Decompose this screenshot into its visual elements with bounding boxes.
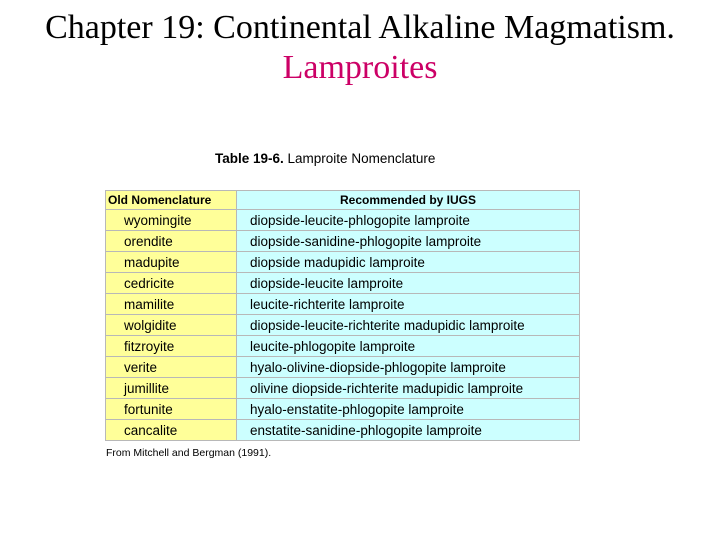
slide-title — [0, 8, 720, 88]
table-row — [106, 231, 580, 252]
iugs-name-cell: diopside madupidic lamproite — [237, 252, 580, 273]
iugs-name-cell: diopside-leucite lamproite — [237, 273, 580, 294]
table-row — [106, 315, 580, 336]
old-name-cell: cedricite — [106, 273, 237, 294]
table-caption-text: Lamproite Nomenclature — [283, 151, 436, 166]
iugs-name-cell: diopside-leucite-richterite madupidic lamproite — [237, 315, 580, 336]
iugs-name-cell: diopside-sanidine-phlogopite lamproite — [237, 231, 580, 252]
table-row — [106, 378, 580, 399]
old-name-cell: orendite — [106, 231, 237, 252]
table-row — [106, 336, 580, 357]
old-name-cell: cancalite — [106, 420, 237, 441]
table-row — [106, 210, 580, 231]
iugs-name-cell: hyalo-olivine-diopside-phlogopite lamproite — [237, 357, 580, 378]
old-name-cell: madupite — [106, 252, 237, 273]
old-name-cell: verite — [106, 357, 237, 378]
old-name-cell: mamilite — [106, 294, 237, 315]
slide-title-subtitle: Lamproites — [282, 49, 438, 86]
source-citation: From Mitchell and Bergman (1991). — [106, 447, 272, 459]
table-header-row — [106, 191, 580, 210]
old-name-cell: fitzroyite — [106, 336, 237, 357]
old-name-cell: wolgidite — [106, 315, 237, 336]
slide-title-chapter: Chapter 19: Continental Alkaline Magmatism. — [45, 9, 675, 46]
iugs-name-cell: leucite-phlogopite lamproite — [237, 336, 580, 357]
old-name-cell: fortunite — [106, 399, 237, 420]
header-recommended-iugs: Recommended by IUGS — [237, 191, 580, 210]
old-name-cell: wyomingite — [106, 210, 237, 231]
iugs-name-cell: enstatite-sanidine-phlogopite lamproite — [237, 420, 580, 441]
table-row — [106, 357, 580, 378]
iugs-name-cell: olivine diopside-richterite madupidic lamproite — [237, 378, 580, 399]
old-name-cell: jumillite — [106, 378, 237, 399]
table-caption-label: Table 19-6. — [215, 151, 284, 166]
table-row — [106, 252, 580, 273]
table-row — [106, 399, 580, 420]
table-row — [106, 294, 580, 315]
iugs-name-cell: diopside-leucite-phlogopite lamproite — [237, 210, 580, 231]
iugs-name-cell: leucite-richterite lamproite — [237, 294, 580, 315]
iugs-name-cell: hyalo-enstatite-phlogopite lamproite — [237, 399, 580, 420]
nomenclature-table — [105, 190, 580, 441]
table-caption — [215, 151, 435, 166]
table-row — [106, 420, 580, 441]
table-row — [106, 273, 580, 294]
header-old-nomenclature: Old Nomenclature — [106, 191, 237, 210]
